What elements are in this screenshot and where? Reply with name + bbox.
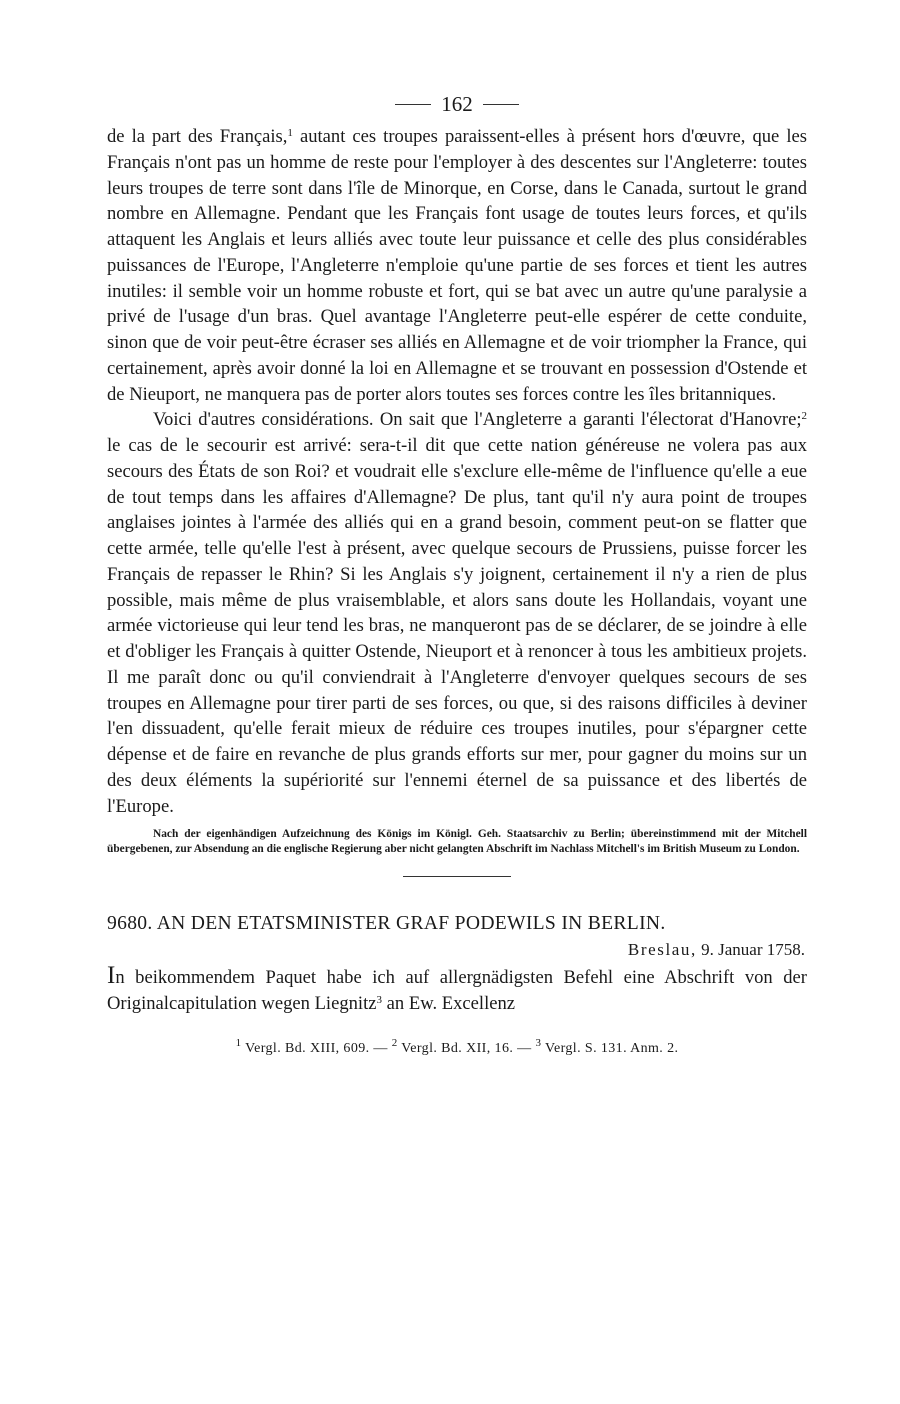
- page-header: [107, 84, 807, 124]
- footnotes: [107, 1036, 807, 1059]
- footnote-mark-2: 2: [391, 1036, 398, 1049]
- paragraph-2: [107, 407, 807, 819]
- footnote-text-1: Vergl. Bd. XIII, 609. —: [241, 1040, 392, 1056]
- section-divider: [403, 876, 511, 877]
- paragraph-1-part-a: de la part des Français,: [107, 126, 288, 147]
- paragraph-1-part-b: autant ces troupes paraissent-elles à présent hors d'œuvre, que les Français n'ont pas un homme de reste pour l'employer à des descentes sur l'Angleterre: toutes leurs troupes de terre sont dans l'île de Minorque, en Corse, dans le Canada, surtout le grand nombre en Allemagne. Pendant que les Français font usage de toutes leurs forces, et qu'ils attaquent les Anglais et leurs alliés avec toute leur puissance et celle des plus considérables puissances de l'Europe, l'Angleterre n'emploie qu'une partie de ses forces et tient les autres inutiles: il semble voir un homme robuste et fort, qui se bat avec un autre qu'une paralysie a privé de l'usage d'un bras. Quel avantage l'Angleterre peut-elle espérer de cette conduite, sinon que de voir peut-être écraser ses alliés en Allemagne et de voir triompher la France, qui certainement, après avoir donné la loi en Allemagne et se trouvant en possession d'Ostende et de Nieuport, ne manquera pas de porter alors toutes ses forces contre les îles britanniques.: [107, 126, 807, 405]
- letter-text: [107, 962, 807, 1017]
- footnote-ref-3: 3: [376, 994, 383, 1006]
- footnote-text-3: Vergl. S. 131. Anm. 2.: [541, 1040, 679, 1056]
- date-line: [107, 937, 807, 963]
- document-heading: 9680. AN DEN ETATSMINISTER GRAF PODEWILS IN BERLIN.: [107, 913, 666, 935]
- letter-initial: I: [107, 962, 116, 990]
- header-dash-left: [395, 104, 431, 105]
- paragraph-2-part-a: Voici d'autres considérations. On sait que l'Angleterre a garanti l'électorat d'Hanovre;: [153, 409, 802, 431]
- header-dash-right: [483, 104, 519, 105]
- footnote-ref-2: 2: [801, 410, 807, 423]
- letter-text-part-a: n beikommendem Paquet habe ich auf allergnädigsten Befehl eine Abschrift von der Originalcapitulation wegen Liegnitz: [107, 967, 807, 1014]
- paragraph-1: [107, 124, 807, 407]
- letter-date: 9. Januar 1758.: [701, 940, 805, 960]
- source-note: Nach der eigenhändigen Aufzeichnung des Königs im Königl. Geh. Staatsarchiv zu Berlin; übereinstimmend mit der Mitchell übergebenen, zur Absendung an die englische Regierung aber nicht gelangten Abschrift im Nachlass Mitchell's im British Museum zu London.: [107, 828, 807, 856]
- letter-place: Breslau,: [627, 940, 697, 960]
- footnote-mark-1: 1: [235, 1036, 242, 1049]
- footnote-mark-3: 3: [535, 1036, 542, 1049]
- document-page: [107, 84, 807, 1059]
- footnote-text-2: Vergl. Bd. XII, 16. —: [397, 1040, 536, 1056]
- page-number: 162: [441, 92, 473, 116]
- footnote-ref-1: 1: [287, 127, 293, 139]
- body-text: [107, 124, 807, 819]
- letter-text-part-b: an Ew. Excellenz: [382, 993, 516, 1014]
- paragraph-2-part-b: le cas de le secourir est arrivé: sera-t-il dit que cette nation généreuse ne volera pas aux secours des États de son Roi? et voudrait elle s'exclure elle-même de l'influence qu'elle a eue de tout temps dans les affaires d'Allemagne? De plus, tant qu'il n'y aura point de troupes anglaises jointes à l'armée des alliés qui en a grand besoin, comment peut-on se flatter que cette armée, telle qu'elle l'est à présent, avec quelque secours de Prussiens, puisse forcer les Français de repasser le Rhin? Si les Anglais s'y joignent, certainement il n'y a rien de plus possible, mais même de plus vraisemblable, et alors sans doute les Hollandais, voyant une armée victorieuse qui leur tend les bras, ne manqueront pas de se déclarer, de se joindre à elle et d'obliger les Français à quitter Ostende, Nieuport et à renoncer à tous les ambitieux projets. Il me paraît donc ou qu'il conviendrait à l'Angleterre d'envoyer quelques secours de ses troupes en Allemagne pour tirer parti de ses forces, ou que, si des raisons difficiles à deviner l'en dissuadent, qu'elle ferait mieux de réduire ces troupes inutiles, pour s'épargner cette dépense et de faire en revanche de plus grands efforts sur mer, pour gagner du moins sur un des deux éléments la supériorité sur l'ennemi éternel de sa puissance et des libertés de l'Europe.: [107, 435, 807, 817]
